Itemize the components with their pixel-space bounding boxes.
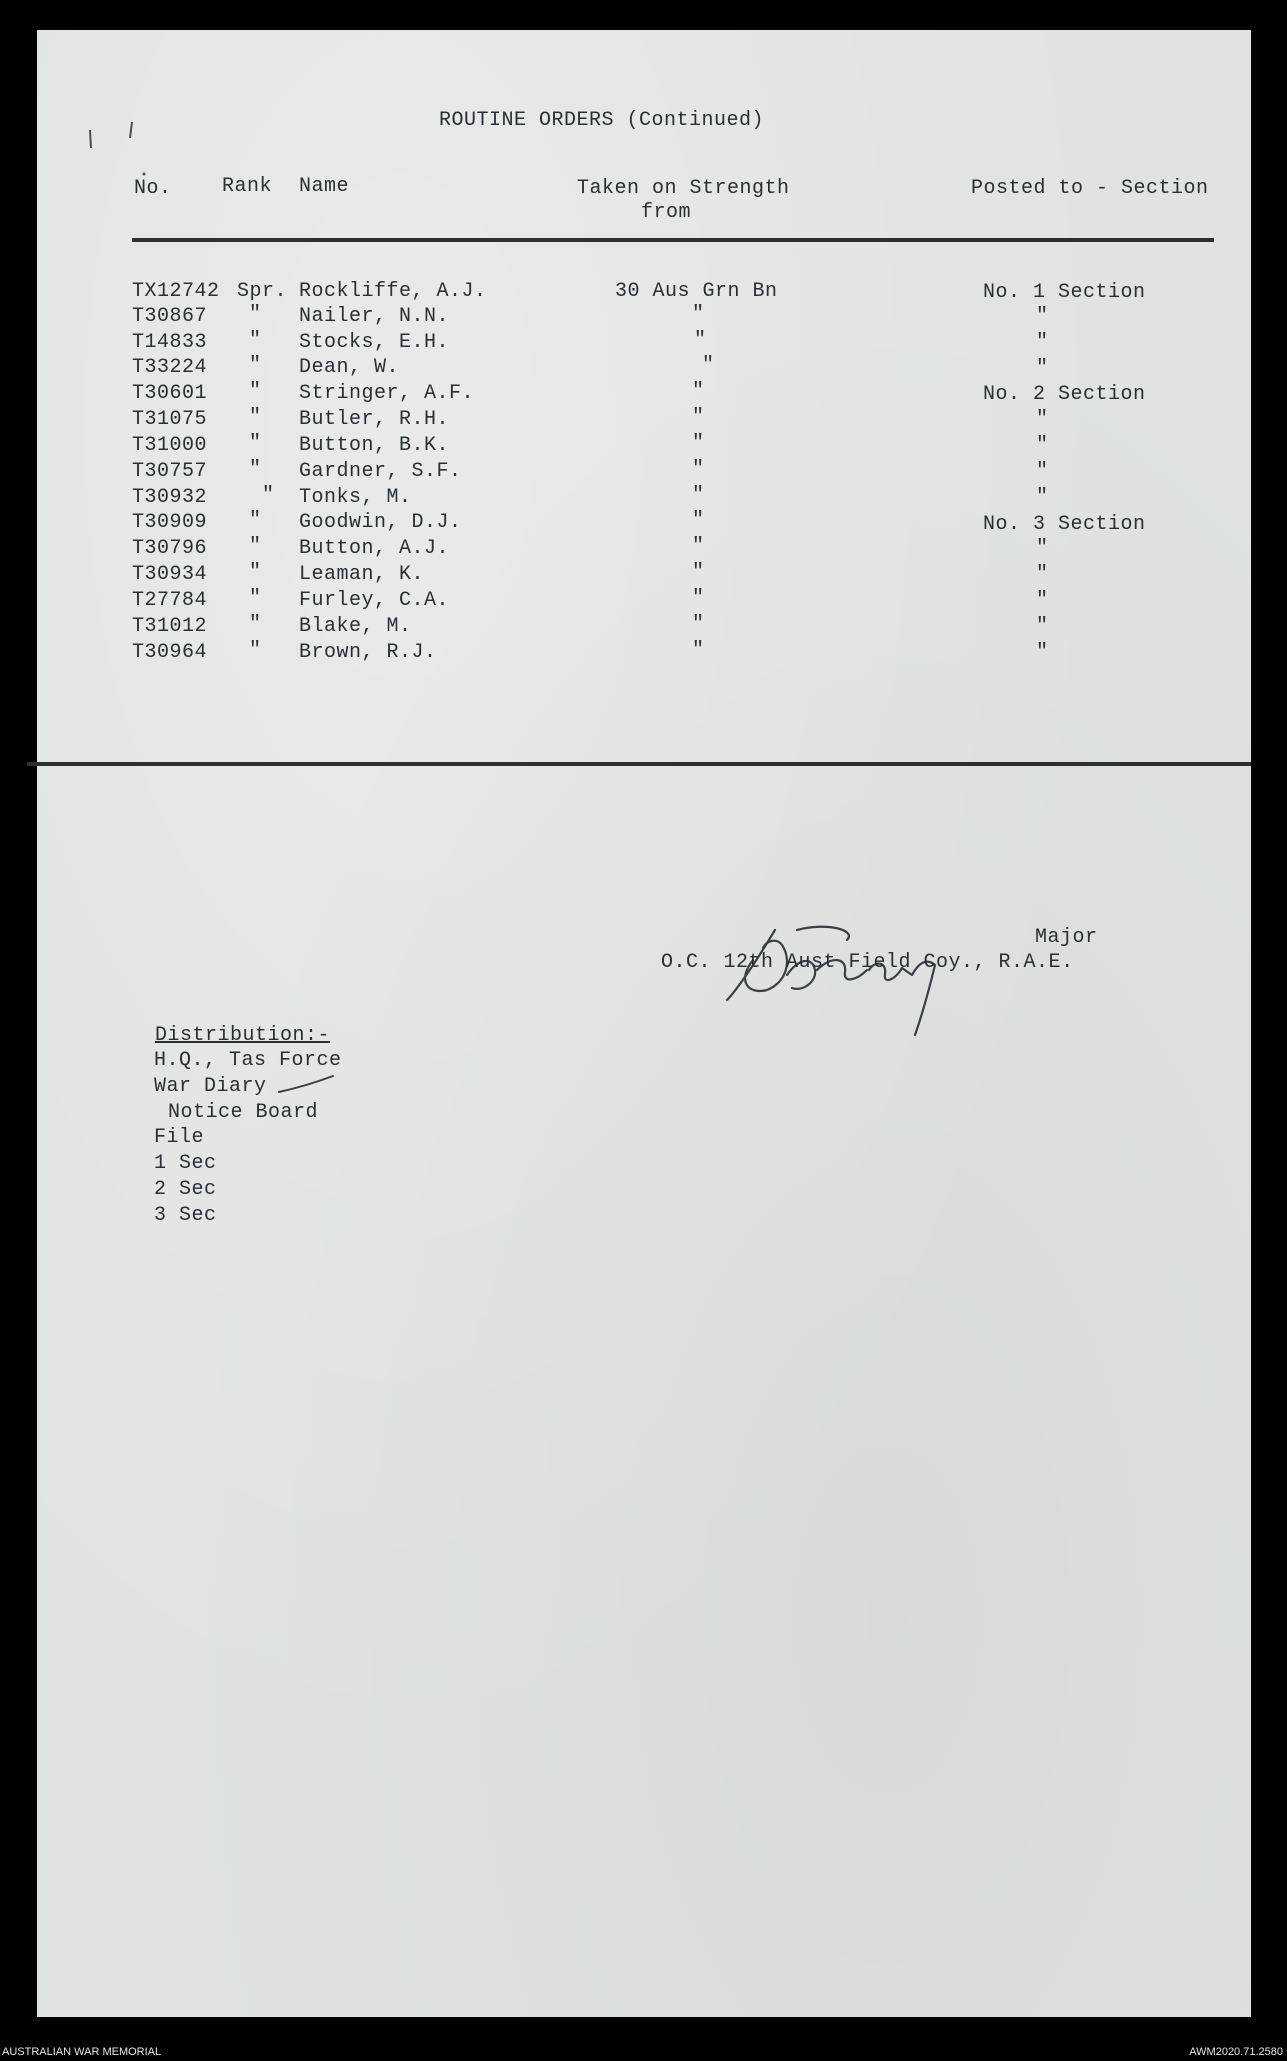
distribution-heading: Distribution:-	[155, 1024, 331, 1047]
table-bottom-rule	[27, 762, 1251, 766]
row-name: Dean, W.	[299, 356, 400, 379]
distribution-item: 3 Sec	[154, 1204, 217, 1227]
row-rank: "	[249, 639, 262, 662]
header-rule	[132, 238, 1214, 242]
distribution-item: H.Q., Tas Force	[154, 1049, 342, 1072]
row-no: T30909	[132, 511, 208, 534]
row-name: Gardner, S.F.	[299, 460, 462, 483]
row-posted: "	[1036, 305, 1049, 328]
row-no: T30601	[132, 382, 208, 405]
pencil-marks	[82, 90, 172, 180]
row-posted: No. 1 Section	[983, 281, 1146, 304]
tick-mark-icon	[277, 1072, 337, 1096]
row-from: "	[692, 561, 705, 584]
row-rank: "	[249, 535, 262, 558]
row-name: Stringer, A.F.	[299, 382, 475, 405]
row-name: Rockliffe, A.J.	[299, 280, 487, 303]
row-from: "	[692, 587, 705, 610]
row-rank: "	[249, 561, 262, 584]
row-posted: "	[1036, 331, 1049, 354]
row-from: "	[692, 406, 705, 429]
row-posted: "	[1036, 408, 1049, 431]
row-name: Leaman, K.	[299, 563, 425, 586]
row-posted: "	[1036, 641, 1049, 664]
row-rank: "	[249, 587, 262, 610]
row-rank: "	[249, 458, 262, 481]
row-from: 30 Aus Grn Bn	[615, 280, 778, 303]
row-name: Stocks, E.H.	[299, 331, 450, 354]
column-header-name: Name	[299, 175, 350, 198]
row-posted: "	[1036, 589, 1049, 612]
row-rank: "	[249, 509, 262, 532]
row-no: TX12742	[132, 280, 220, 303]
row-name: Button, A.J.	[299, 537, 450, 560]
row-no: T30757	[132, 460, 208, 483]
row-rank: "	[249, 380, 262, 403]
row-no: T14833	[132, 331, 208, 354]
row-from: "	[692, 458, 705, 481]
column-header-rank: Rank	[222, 175, 273, 198]
row-name: Nailer, N.N.	[299, 305, 450, 328]
column-header-posted: Posted to - Section	[971, 177, 1209, 200]
distribution-item: 2 Sec	[154, 1178, 217, 1201]
row-from: "	[692, 613, 705, 636]
row-from: "	[692, 380, 705, 403]
row-posted: "	[1036, 357, 1049, 380]
row-posted: "	[1036, 563, 1049, 586]
row-name: Goodwin, D.J.	[299, 511, 462, 534]
row-no: T31012	[132, 615, 208, 638]
document-page	[37, 30, 1251, 2017]
column-header-taken-on-strength: Taken on Strength	[577, 177, 790, 200]
distribution-item: Notice Board	[168, 1101, 319, 1124]
row-no: T30964	[132, 641, 208, 664]
row-rank: "	[249, 303, 262, 326]
row-from: "	[692, 432, 705, 455]
row-no: T33224	[132, 356, 208, 379]
row-posted: "	[1036, 486, 1049, 509]
row-name: Butler, R.H.	[299, 408, 450, 431]
signature-title: O.C. 12th Aust Field Coy., R.A.E.	[661, 951, 1074, 974]
row-name: Button, B.K.	[299, 434, 450, 457]
row-from: "	[692, 639, 705, 662]
row-rank: "	[249, 613, 262, 636]
row-posted: No. 3 Section	[983, 513, 1146, 536]
distribution-item: 1 Sec	[154, 1152, 217, 1175]
row-rank: "	[249, 329, 262, 352]
row-from: "	[692, 303, 705, 326]
row-from: "	[692, 535, 705, 558]
row-no: T27784	[132, 589, 208, 612]
row-posted: "	[1036, 615, 1049, 638]
row-from: "	[694, 329, 707, 352]
row-name: Tonks, M.	[299, 486, 412, 509]
footer-left: AUSTRALIAN WAR MEMORIAL	[2, 2046, 162, 2058]
row-name: Blake, M.	[299, 615, 412, 638]
row-posted: "	[1036, 460, 1049, 483]
distribution-item: File	[154, 1126, 205, 1149]
row-no: T30796	[132, 537, 208, 560]
row-rank: Spr.	[237, 280, 288, 303]
column-header-from: from	[641, 201, 692, 224]
distribution-item: War Diary	[154, 1075, 267, 1098]
row-rank: "	[249, 406, 262, 429]
document-title: ROUTINE ORDERS (Continued)	[439, 109, 765, 132]
row-rank: "	[262, 484, 275, 507]
signature-rank: Major	[1035, 926, 1098, 949]
row-no: T30932	[132, 486, 208, 509]
footer-right: AWM2020.71.2580	[1189, 2046, 1283, 2058]
column-header-no: No.	[134, 177, 172, 200]
row-name: Furley, C.A.	[299, 589, 450, 612]
row-no: T31000	[132, 434, 208, 457]
row-rank: "	[249, 354, 262, 377]
row-rank: "	[249, 432, 262, 455]
row-from: "	[692, 484, 705, 507]
row-posted: "	[1036, 537, 1049, 560]
row-no: T30934	[132, 563, 208, 586]
row-posted: "	[1036, 434, 1049, 457]
row-no: T31075	[132, 408, 208, 431]
row-posted: No. 2 Section	[983, 383, 1146, 406]
row-from: "	[692, 509, 705, 532]
row-no: T30867	[132, 305, 208, 328]
row-from: "	[702, 354, 715, 377]
row-name: Brown, R.J.	[299, 641, 437, 664]
